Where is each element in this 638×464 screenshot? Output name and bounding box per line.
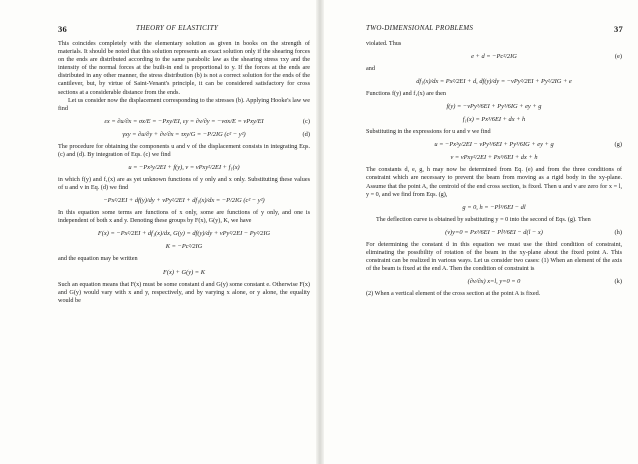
paragraph: In this equation some terms are functions of x only, some are functions of y only, and one is independent of both x and y. Denoting these groups by F(x), G(y), K, we have xyxy=(58,209,310,225)
equation-text: K = −Pc²/2IG xyxy=(165,243,203,251)
equation xyxy=(58,268,310,277)
equation-text: f₁(x) = Px³/6EI + dx + h xyxy=(462,116,526,124)
equation-text: df₁(x)/dx = Px²/2EI + d, df(y)/dy = −νPy²/2EI + Py²/2IG + e xyxy=(416,78,572,86)
equation-text: (v)y=0 = Px³/6EI − Pl³/6EI − d(l − x) xyxy=(445,228,543,236)
equation xyxy=(58,242,310,251)
paragraph: and xyxy=(366,65,375,73)
equation-number: (g) xyxy=(614,141,622,149)
equation xyxy=(58,117,310,126)
equation xyxy=(366,77,622,86)
equation xyxy=(58,196,310,205)
equation xyxy=(366,277,622,286)
running-title-left: THEORY OF ELASTICITY xyxy=(136,24,219,32)
equation-text: v = νPxy²/2EI + Px³/6EI + dx + h xyxy=(450,154,538,162)
paragraph: in which f(y) and f₁(x) are as yet unknown functions of y only and x only. Substituting these values of u and v in Eq. (d) we find xyxy=(58,176,310,192)
equation xyxy=(366,52,622,61)
equation-text: −Px²/2EI + df(y)/dy + νPy²/2EI + df₁(x)/dx = −P/2IG (c² − y²) xyxy=(103,197,265,205)
equation-text: γxy = ∂u/∂y + ∂v/∂x = τxy/G = −P/2IG (c² − y²) xyxy=(122,130,246,138)
equation xyxy=(58,229,310,238)
paragraph: Substituting in the expressions for u and v we find xyxy=(366,128,491,136)
equation xyxy=(366,203,622,212)
equation xyxy=(366,115,622,124)
equation xyxy=(366,102,622,111)
equation-text: εx = ∂u/∂x = σx/E = −Pxy/EI, εy = ∂v/∂y = −νσx/E = νPxy/EI xyxy=(104,117,264,125)
right-page xyxy=(322,0,638,464)
equation xyxy=(366,140,622,149)
left-page xyxy=(0,0,318,464)
page-number-left: 36 xyxy=(58,24,68,34)
equation-text: f(y) = −νPy³/6EI + Py³/6IG + ey + g xyxy=(446,103,542,111)
equation-number: (k) xyxy=(614,278,622,286)
equation-number: (h) xyxy=(614,228,622,236)
paragraph: Functions f(y) and f₁(x) are then xyxy=(366,90,446,98)
page-number-right: 37 xyxy=(614,24,624,34)
equation-number: (e) xyxy=(614,53,622,61)
paragraph: For determining the constant d in this equation we must use the third condition of constraint, eliminating the possibility of rotation of the beam in the xy-plane about the fixed point A. This constraint can be realized in various ways. Let us consider two cases: (1) When an element of the axis of the beam is fixed at the end A. Then the condition of constraint is xyxy=(366,240,622,273)
paragraph: (2) When a vertical element of the cross section at the point A is fixed. xyxy=(366,290,541,298)
equation xyxy=(366,153,622,162)
paragraph: and the equation may be written xyxy=(58,255,138,263)
paragraph: This coincides completely with the elementary solution as given in books on the strength of materials. It should be noted that this solution represents an exact solution only if the shearing forces on the ends are distributed according to the same parabolic law as the shearing stress τxy and the intensity of the normal forces at the built-in end is proportional to y. If the forces at the ends are distributed in any other manner, the stress distribution (b) is not a correct solution for the ends of the cantilever, but, by virtue of Saint-Venant's principle, it can be considered satisfactory for cross sections at a considerable distance from the ends. xyxy=(58,40,310,96)
equation-number: (c) xyxy=(302,117,310,125)
equation-text: u = −Px²y/2EI + f(y), v = νPxy²/2EI + f₁(x) xyxy=(128,164,240,172)
paragraph: Let us consider now the displacement corresponding to the stresses (b). Applying Hooke's law we find xyxy=(58,96,310,112)
paragraph: Such an equation means that F(x) must be some constant d and G(y) some constant e. Otherwise F(x) and G(y) would vary with x and y, respectively, and by varying x alone, or y alone, the equality would be xyxy=(58,280,310,304)
equation-text: u = −Px²y/2EI − νPy³/6EI + Py³/6IG + ey + g xyxy=(434,141,554,149)
paragraph: The procedure for obtaining the components u and v of the displacement consists in integrating Eqs. (c) and (d). By integration of Eqs. (c) we find xyxy=(58,142,310,158)
paragraph: violated. Thus xyxy=(366,40,402,47)
equation-text: F(x) = −Px²/2EI + df₁(x)/dx, G(y) = df(y)/dy + νPy²/2EI − Py²/2IG xyxy=(97,230,271,238)
paragraph: The constants d, e, g, h may now be determined from Eq. (e) and from the three conditions of constraint which are necessary to prevent the beam from moving as a rigid body in the xy-plane. Assume that the point A, the centroid of the end cross section, is fixed. Then u and v are zero for x = l, y = 0, and we find from Eqs. (g), xyxy=(366,166,622,198)
equation-text: g = 0, h = −Pl³/6EI − dl xyxy=(462,203,526,211)
equation-text: F(x) + G(y) = K xyxy=(163,268,205,276)
equation-text: e + d = −Pc²/2IG xyxy=(471,53,517,61)
equation xyxy=(58,163,310,172)
paragraph: The deflection curve is obtained by substituting y = 0 into the second of Eqs. (g). Then xyxy=(376,215,591,223)
running-title-right: TWO-DIMENSIONAL PROBLEMS xyxy=(366,24,474,32)
right-page-body xyxy=(366,40,622,298)
equation xyxy=(366,228,622,237)
equation xyxy=(58,130,310,139)
left-page-body xyxy=(58,40,310,305)
equation-number: (d) xyxy=(302,130,310,138)
equation-text: (∂v/∂x) x=l, y=0 = 0 xyxy=(467,278,521,286)
